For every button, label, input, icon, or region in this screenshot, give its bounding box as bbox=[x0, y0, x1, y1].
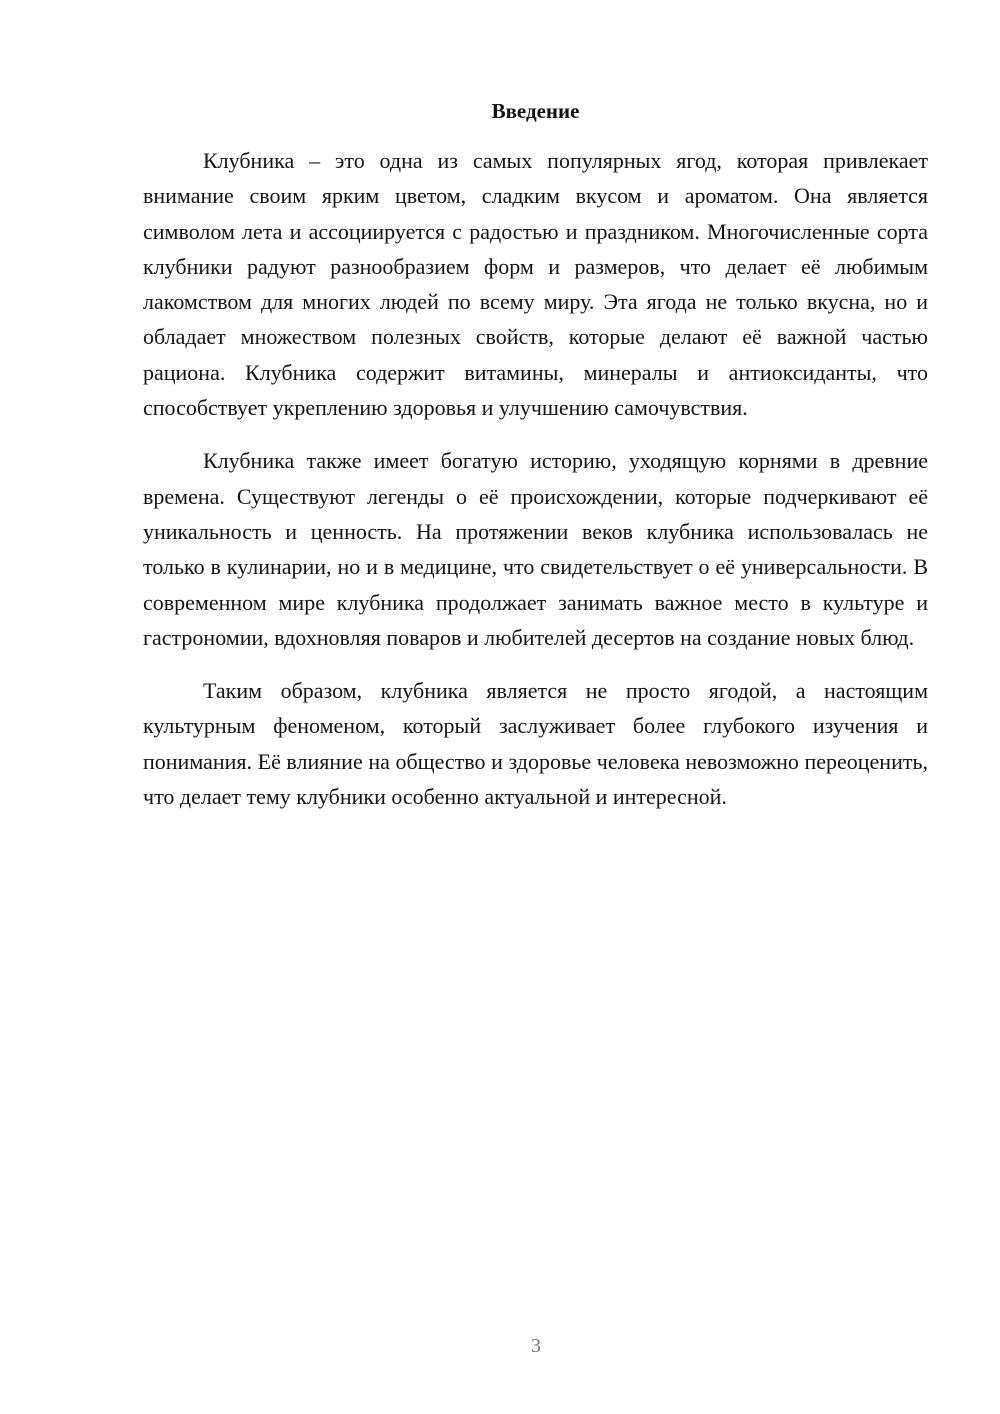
body-text bbox=[143, 143, 928, 832]
paragraph-3: Таким образом, клубника является не просто ягодой, а настоящим культурным феноменом, который заслуживает более глубокого изучения и понимания. Её влияние на общество и здоровье человека невозможно переоценить, что делает тему клубники особенно актуальной и интересной. bbox=[143, 678, 928, 810]
section-title: Введение bbox=[491, 99, 580, 123]
page-number: 3 bbox=[531, 1335, 541, 1357]
paragraph-1: Клубника – это одна из самых популярных ягод, которая привлекает внимание своим ярким цветом, сладким вкусом и ароматом. Она является символом лета и ассоциируется с радостью и праздником. Многочисленные сорта клубники радуют разнообразием форм и размеров, что делает её любимым лакомством для многих людей по всему миру. Эта ягода не только вкусна, но и обладает множеством полезных свойств, которые делают её важной частью рациона. Клубника содержит витамины, минералы и антиоксиданты, что способствует укреплению здоровья и улучшению самочувствия. bbox=[143, 148, 928, 421]
paragraph-2: Клубника также имеет богатую историю, уходящую корнями в древние времена. Существуют легенды о её происхождении, которые подчеркивают её уникальность и ценность. На протяжении веков клубника использовалась не только в кулинарии, но и в медицине, что свидетельствует о её универсальности. В современном мире клубника продолжает занимать важное место в культуре и гастрономии, вдохновляя поваров и любителей десертов на создание новых блюд. bbox=[143, 448, 928, 650]
